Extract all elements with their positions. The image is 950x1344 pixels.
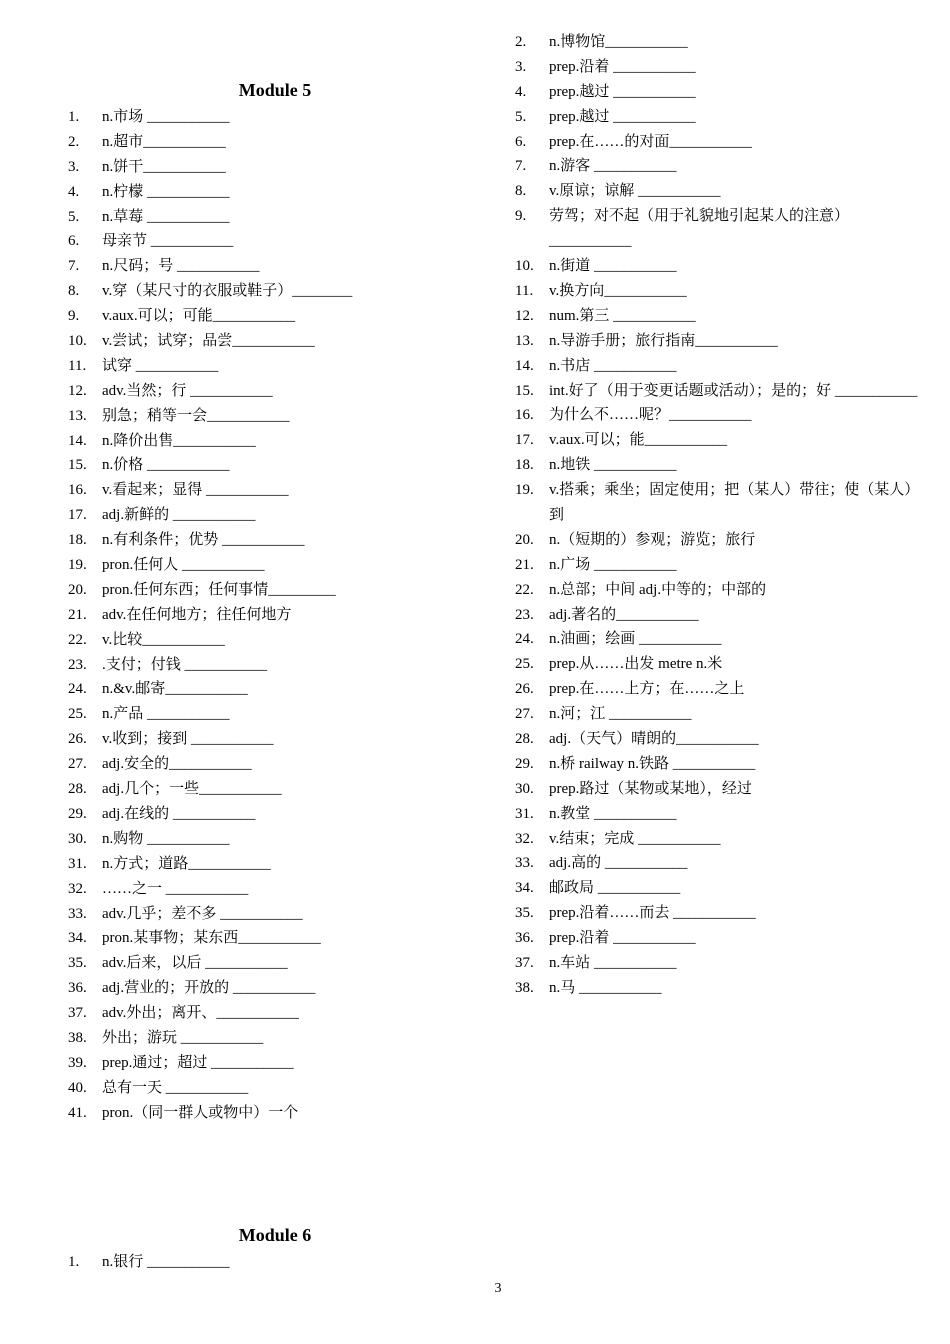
item-text: n.方式；道路___________ bbox=[102, 855, 271, 872]
vocab-item bbox=[68, 304, 448, 329]
vocab-item bbox=[515, 901, 930, 926]
item-text: pron.某事物；某东西___________ bbox=[102, 930, 321, 947]
item-text: n.广场 ___________ bbox=[549, 556, 677, 573]
vocab-item bbox=[68, 478, 448, 503]
vocab-item bbox=[68, 155, 448, 180]
item-number: 13. bbox=[515, 332, 534, 349]
vocab-item bbox=[68, 329, 448, 354]
item-text: adj.高的 ___________ bbox=[549, 855, 688, 872]
vocab-item bbox=[68, 180, 448, 205]
vocab-item bbox=[515, 827, 930, 852]
vocab-item bbox=[68, 453, 448, 478]
right-column-list bbox=[515, 30, 930, 1001]
item-text: n.马 ___________ bbox=[549, 979, 662, 996]
item-number: 1. bbox=[68, 1254, 80, 1270]
item-number: 4. bbox=[68, 183, 80, 200]
item-text: adj.（天气）晴朗的___________ bbox=[549, 731, 759, 748]
item-number: 20. bbox=[68, 581, 87, 598]
item-text: pron.（同一群人或物中）一个 bbox=[102, 1104, 299, 1121]
item-text: v.换方向___________ bbox=[549, 282, 687, 299]
vocab-item bbox=[515, 652, 930, 677]
vocab-item bbox=[68, 1250, 448, 1275]
item-number: 3. bbox=[68, 158, 80, 175]
item-text: n.（短期的）参观；游览；旅行 bbox=[549, 531, 756, 548]
item-number: 5. bbox=[515, 108, 527, 125]
item-text: adj.几个；一些___________ bbox=[102, 781, 282, 798]
vocab-item bbox=[68, 926, 448, 951]
vocab-item bbox=[68, 1026, 448, 1051]
item-number: 6. bbox=[68, 233, 80, 250]
item-text: adj.著名的___________ bbox=[549, 606, 699, 623]
vocab-item bbox=[68, 802, 448, 827]
item-text: 母亲节 ___________ bbox=[102, 233, 234, 250]
item-text: n.购物 ___________ bbox=[102, 830, 230, 847]
vocab-item bbox=[515, 851, 930, 876]
item-text: n.油画；绘画 ___________ bbox=[549, 631, 722, 648]
item-number: 37. bbox=[515, 955, 534, 972]
item-text: n.超市___________ bbox=[102, 133, 226, 150]
vocab-item bbox=[68, 628, 448, 653]
vocab-item bbox=[68, 852, 448, 877]
vocab-item bbox=[68, 379, 448, 404]
item-number: 41. bbox=[68, 1104, 87, 1121]
item-number: 18. bbox=[68, 532, 87, 549]
item-number: 22. bbox=[68, 631, 87, 648]
vocab-item bbox=[515, 55, 930, 80]
item-text: n.街道 ___________ bbox=[549, 258, 677, 275]
vocab-item bbox=[515, 727, 930, 752]
item-text: n.&v.邮寄___________ bbox=[102, 681, 248, 698]
item-number: 14. bbox=[515, 357, 534, 374]
item-number: 37. bbox=[68, 1005, 87, 1022]
item-text: prep.越过 ___________ bbox=[549, 108, 696, 125]
vocab-item bbox=[515, 379, 930, 404]
item-number: 11. bbox=[515, 282, 534, 299]
item-number: 14. bbox=[68, 432, 87, 449]
item-number: 16. bbox=[515, 407, 534, 424]
vocab-item bbox=[515, 876, 930, 901]
vocab-item bbox=[515, 428, 930, 453]
item-text: adv.当然；行 ___________ bbox=[102, 382, 273, 399]
vocab-item bbox=[68, 603, 448, 628]
item-text: adj.在线的 ___________ bbox=[102, 805, 256, 822]
item-text: prep.通过；超过 ___________ bbox=[102, 1054, 294, 1071]
vocab-item bbox=[515, 254, 930, 279]
item-number: 26. bbox=[515, 681, 534, 698]
vocab-item bbox=[68, 429, 448, 454]
item-text: 别急；稍等一会___________ bbox=[102, 407, 290, 424]
item-number: 7. bbox=[68, 258, 80, 275]
item-number: 22. bbox=[515, 581, 534, 598]
vocab-item bbox=[68, 827, 448, 852]
item-number: 15. bbox=[515, 382, 534, 399]
vocab-item bbox=[515, 130, 930, 155]
vocab-item bbox=[515, 528, 930, 553]
item-number: 12. bbox=[68, 382, 87, 399]
item-number: 35. bbox=[68, 955, 87, 972]
item-text: adv.外出；离开、___________ bbox=[102, 1005, 299, 1022]
item-number: 33. bbox=[515, 855, 534, 872]
item-text: prep.沿着 ___________ bbox=[549, 930, 696, 947]
item-text: n.产品 ___________ bbox=[102, 706, 230, 723]
item-text: n.导游手册；旅行指南___________ bbox=[549, 332, 778, 349]
item-text: 为什么不……呢？___________ bbox=[549, 407, 752, 424]
item-number: 32. bbox=[515, 830, 534, 847]
item-text: int.好了（用于变更话题或活动）；是的；好 ___________ bbox=[549, 382, 918, 399]
item-number: 25. bbox=[515, 656, 534, 673]
item-text: v.aux.可以；能___________ bbox=[549, 432, 728, 449]
vocab-item bbox=[68, 254, 448, 279]
item-text: v.比较___________ bbox=[102, 631, 225, 648]
item-text: v.收到；接到 ___________ bbox=[102, 731, 274, 748]
vocab-item bbox=[68, 727, 448, 752]
item-number: 19. bbox=[515, 482, 534, 499]
item-number: 21. bbox=[515, 556, 534, 573]
item-text: adv.在任何地方；往任何地方 bbox=[102, 606, 292, 623]
item-number: 2. bbox=[68, 133, 80, 150]
item-number: 4. bbox=[515, 83, 527, 100]
item-text: n.总部；中间 adj.中等的；中部的 bbox=[549, 581, 767, 598]
item-number: 34. bbox=[515, 880, 534, 897]
vocab-item bbox=[68, 653, 448, 678]
vocab-item bbox=[68, 553, 448, 578]
item-text: n.河；江 ___________ bbox=[549, 706, 692, 723]
item-text: 试穿 ___________ bbox=[102, 357, 219, 374]
item-text: prep.在……上方；在……之上 bbox=[549, 681, 745, 698]
vocab-item bbox=[515, 976, 930, 1001]
item-number: 38. bbox=[68, 1029, 87, 1046]
item-number: 3. bbox=[515, 58, 527, 75]
item-number: 11. bbox=[68, 357, 87, 374]
item-text: v.尝试；试穿；品尝___________ bbox=[102, 333, 315, 350]
vocab-item bbox=[68, 578, 448, 603]
vocab-item bbox=[515, 279, 930, 304]
item-number: 36. bbox=[515, 930, 534, 947]
item-number: 38. bbox=[515, 979, 534, 996]
vocab-item bbox=[515, 926, 930, 951]
item-number: 39. bbox=[68, 1054, 87, 1071]
item-number: 27. bbox=[68, 756, 87, 773]
vocab-item bbox=[68, 354, 448, 379]
item-text: adv.几乎；差不多 ___________ bbox=[102, 905, 303, 922]
vocab-item bbox=[515, 105, 930, 130]
vocab-item bbox=[515, 403, 930, 428]
item-number: 21. bbox=[68, 606, 87, 623]
item-number: 23. bbox=[515, 606, 534, 623]
item-number: 8. bbox=[68, 283, 80, 300]
vocab-item bbox=[68, 777, 448, 802]
item-number: 28. bbox=[515, 731, 534, 748]
item-text: adv.后来，以后 ___________ bbox=[102, 955, 288, 972]
vocab-item bbox=[68, 229, 448, 254]
page-number: 3 bbox=[494, 1281, 502, 1296]
item-text: adj.新鲜的 ___________ bbox=[102, 507, 256, 524]
vocab-item bbox=[68, 752, 448, 777]
item-text: prep.沿着 ___________ bbox=[549, 58, 696, 75]
vocab-item bbox=[68, 528, 448, 553]
item-number: 10. bbox=[68, 333, 87, 350]
item-number: 17. bbox=[515, 432, 534, 449]
item-text: n.博物馆___________ bbox=[549, 34, 688, 50]
item-number: 26. bbox=[68, 731, 87, 748]
vocab-item bbox=[515, 951, 930, 976]
item-number: 10. bbox=[515, 258, 534, 275]
item-number: 36. bbox=[68, 980, 87, 997]
item-text: n.银行 ___________ bbox=[102, 1254, 230, 1270]
item-number: 25. bbox=[68, 706, 87, 723]
vocab-item bbox=[68, 130, 448, 155]
item-text: prep.路过（某物或某地），经过 bbox=[549, 780, 752, 797]
item-text: n.降价出售___________ bbox=[102, 432, 256, 449]
vocab-item bbox=[68, 1051, 448, 1076]
item-number: 30. bbox=[515, 780, 534, 797]
vocab-item bbox=[68, 951, 448, 976]
item-text: v.穿（某尺寸的衣服或鞋子）________ bbox=[102, 283, 353, 300]
vocab-item bbox=[515, 354, 930, 379]
item-number: 19. bbox=[68, 557, 87, 574]
item-number: 2. bbox=[515, 34, 527, 50]
item-number: 17. bbox=[68, 507, 87, 524]
vocab-item bbox=[68, 1001, 448, 1026]
item-text: n.教堂 ___________ bbox=[549, 805, 677, 822]
item-text: n.尺码；号 ___________ bbox=[102, 258, 260, 275]
item-text: pron.任何人 ___________ bbox=[102, 557, 265, 574]
item-number: 9. bbox=[68, 308, 80, 325]
vocab-item bbox=[515, 80, 930, 105]
item-text: ……之一 ___________ bbox=[102, 880, 249, 897]
item-text: 劳驾；对不起（用于礼貌地引起某人的注意）___________ bbox=[549, 208, 850, 250]
vocab-item bbox=[515, 453, 930, 478]
item-text: v.看起来；显得 ___________ bbox=[102, 482, 289, 499]
item-text: n.饼干___________ bbox=[102, 158, 226, 175]
item-text: 总有一天 ___________ bbox=[102, 1079, 249, 1096]
item-text: 邮政局 ___________ bbox=[549, 880, 681, 897]
item-text: n.书店 ___________ bbox=[549, 357, 677, 374]
vocab-item bbox=[515, 802, 930, 827]
item-number: 1. bbox=[68, 109, 80, 125]
item-number: 24. bbox=[68, 681, 87, 698]
item-text: v.原谅；谅解 ___________ bbox=[549, 183, 721, 200]
vocab-item bbox=[515, 154, 930, 179]
item-number: 13. bbox=[68, 407, 87, 424]
item-number: 33. bbox=[68, 905, 87, 922]
vocab-item bbox=[515, 578, 930, 603]
vocab-item bbox=[68, 503, 448, 528]
item-number: 29. bbox=[515, 755, 534, 772]
item-number: 27. bbox=[515, 706, 534, 723]
vocab-item bbox=[515, 627, 930, 652]
item-number: 8. bbox=[515, 183, 527, 200]
item-text: n.地铁 ___________ bbox=[549, 457, 677, 474]
item-text: n.市场 ___________ bbox=[102, 109, 230, 125]
item-text: prep.沿着……而去 ___________ bbox=[549, 905, 756, 922]
item-number: 23. bbox=[68, 656, 87, 673]
vocab-item bbox=[68, 105, 448, 130]
item-number: 7. bbox=[515, 158, 527, 175]
item-text: n.价格 ___________ bbox=[102, 457, 230, 474]
vocab-item bbox=[68, 279, 448, 304]
vocab-item bbox=[515, 677, 930, 702]
module5-title: Module 5 bbox=[238, 80, 312, 100]
vocab-item bbox=[515, 603, 930, 628]
item-number: 15. bbox=[68, 457, 87, 474]
module6-list bbox=[68, 1250, 448, 1275]
item-text: n.柠檬 ___________ bbox=[102, 183, 230, 200]
vocab-item bbox=[515, 553, 930, 578]
vocab-item bbox=[68, 677, 448, 702]
item-text: v.结束；完成 ___________ bbox=[549, 830, 721, 847]
vocab-item bbox=[68, 1076, 448, 1101]
item-text: prep.越过 ___________ bbox=[549, 83, 696, 100]
item-number: 34. bbox=[68, 930, 87, 947]
item-number: 30. bbox=[68, 830, 87, 847]
item-number: 16. bbox=[68, 482, 87, 499]
item-text: prep.在……的对面___________ bbox=[549, 133, 752, 150]
item-number: 32. bbox=[68, 880, 87, 897]
vocab-item bbox=[515, 179, 930, 204]
vocab-item bbox=[515, 777, 930, 802]
item-text: n.车站 ___________ bbox=[549, 955, 677, 972]
vocab-item bbox=[515, 478, 930, 528]
vocab-item bbox=[68, 877, 448, 902]
item-text: v.搭乘；乘坐；固定使用；把（某人）带往；使（某人）到 bbox=[549, 482, 920, 523]
module5-list bbox=[68, 105, 448, 1126]
item-number: 35. bbox=[515, 905, 534, 922]
item-number: 40. bbox=[68, 1079, 87, 1096]
vocab-item bbox=[68, 1101, 448, 1126]
vocab-item bbox=[515, 204, 930, 254]
item-text: v.aux.可以；可能___________ bbox=[102, 308, 296, 325]
item-number: 18. bbox=[515, 457, 534, 474]
vocab-item bbox=[68, 205, 448, 230]
item-number: 5. bbox=[68, 208, 80, 225]
item-text: adj.安全的___________ bbox=[102, 756, 252, 773]
item-number: 9. bbox=[515, 208, 527, 225]
vocab-item bbox=[68, 702, 448, 727]
vocab-item bbox=[68, 902, 448, 927]
item-number: 29. bbox=[68, 805, 87, 822]
item-text: pron.任何东西；任何事情_________ bbox=[102, 581, 336, 598]
vocab-item bbox=[515, 702, 930, 727]
vocab-item bbox=[68, 976, 448, 1001]
item-text: prep.从……出发 metre n.米 bbox=[549, 656, 723, 673]
vocab-item bbox=[515, 30, 930, 55]
item-text: adj.营业的；开放的 ___________ bbox=[102, 980, 316, 997]
module6-title: Module 6 bbox=[238, 1225, 312, 1245]
vocab-item bbox=[515, 304, 930, 329]
vocab-item bbox=[515, 752, 930, 777]
item-text: n.草莓 ___________ bbox=[102, 208, 230, 225]
vocab-item bbox=[515, 329, 930, 354]
item-number: 31. bbox=[515, 805, 534, 822]
item-text: .支付；付钱 ___________ bbox=[102, 656, 268, 673]
item-text: num.第三 ___________ bbox=[549, 307, 696, 324]
item-text: n.有利条件；优势 ___________ bbox=[102, 532, 305, 549]
item-number: 31. bbox=[68, 855, 87, 872]
item-number: 24. bbox=[515, 631, 534, 648]
item-number: 28. bbox=[68, 781, 87, 798]
item-text: n.桥 railway n.铁路 ___________ bbox=[549, 755, 756, 772]
item-text: n.游客 ___________ bbox=[549, 158, 677, 175]
item-number: 20. bbox=[515, 531, 534, 548]
vocab-item bbox=[68, 404, 448, 429]
item-number: 6. bbox=[515, 133, 527, 150]
item-text: 外出；游玩 ___________ bbox=[102, 1029, 264, 1046]
item-number: 12. bbox=[515, 307, 534, 324]
